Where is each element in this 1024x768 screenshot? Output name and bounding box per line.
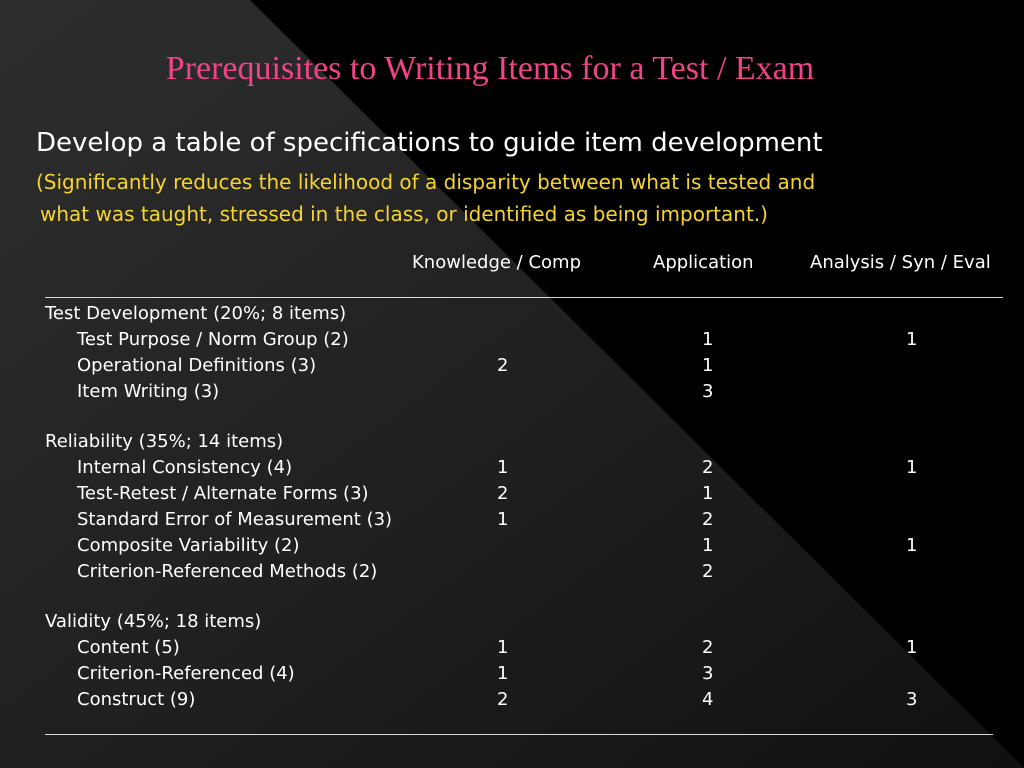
table-row [0,637,1024,663]
cell-application: 1 [702,355,714,376]
row-label: Composite Variability (2) [77,535,300,556]
cell-application: 3 [702,663,714,684]
table-row [0,381,1024,407]
section-row-reliability [0,431,1024,457]
cell-analysis: 1 [906,329,918,350]
column-header-analysis: Analysis / Syn / Eval [810,252,991,273]
cell-application: 2 [702,457,714,478]
cell-knowledge: 1 [497,509,509,530]
cell-application: 4 [702,689,714,710]
row-label: Test Purpose / Norm Group (2) [77,329,349,350]
note-line-1: (Significantly reduces the likelihood of a disparity between what is tested and [36,170,816,194]
table-bottom-rule [45,734,993,735]
table-row [0,355,1024,381]
row-label: Criterion-Referenced Methods (2) [77,561,378,582]
cell-knowledge: 1 [497,637,509,658]
table-row [0,457,1024,483]
section-label: Test Development (20%; 8 items) [45,303,347,324]
section-row-test-development [0,303,1024,329]
row-label: Item Writing (3) [77,381,220,402]
section-row-validity [0,611,1024,637]
row-label: Test-Retest / Alternate Forms (3) [77,483,369,504]
row-label: Content (5) [77,637,180,658]
slide-subtitle: Develop a table of specifications to guide item development [36,128,823,158]
table-row [0,509,1024,535]
cell-knowledge: 2 [497,355,509,376]
table-row [0,535,1024,561]
slide-title: Prerequisites to Writing Items for a Test / Exam [165,50,815,87]
table-row [0,689,1024,715]
table-row [0,329,1024,355]
table-top-rule [45,297,1003,298]
cell-analysis: 3 [906,689,918,710]
row-label: Criterion-Referenced (4) [77,663,295,684]
cell-application: 2 [702,561,714,582]
cell-application: 2 [702,637,714,658]
slide-note [36,166,1016,230]
section-label: Reliability (35%; 14 items) [45,431,284,452]
cell-knowledge: 1 [497,457,509,478]
row-label: Internal Consistency (4) [77,457,293,478]
row-label: Construct (9) [77,689,196,710]
cell-application: 1 [702,329,714,350]
table-row [0,663,1024,689]
cell-application: 2 [702,509,714,530]
row-label: Standard Error of Measurement (3) [77,509,393,530]
cell-analysis: 1 [906,637,918,658]
cell-application: 1 [702,535,714,556]
note-line-2: what was taught, stressed in the class, or identified as being important.) [40,202,768,226]
cell-knowledge: 1 [497,663,509,684]
cell-analysis: 1 [906,457,918,478]
cell-knowledge: 2 [497,689,509,710]
section-label: Validity (45%; 18 items) [45,611,262,632]
cell-analysis: 1 [906,535,918,556]
cell-application: 1 [702,483,714,504]
cell-application: 3 [702,381,714,402]
table-row [0,483,1024,509]
column-header-knowledge: Knowledge / Comp [412,252,581,273]
column-header-application: Application [653,252,754,273]
cell-knowledge: 2 [497,483,509,504]
row-label: Operational Definitions (3) [77,355,317,376]
table-row [0,561,1024,587]
